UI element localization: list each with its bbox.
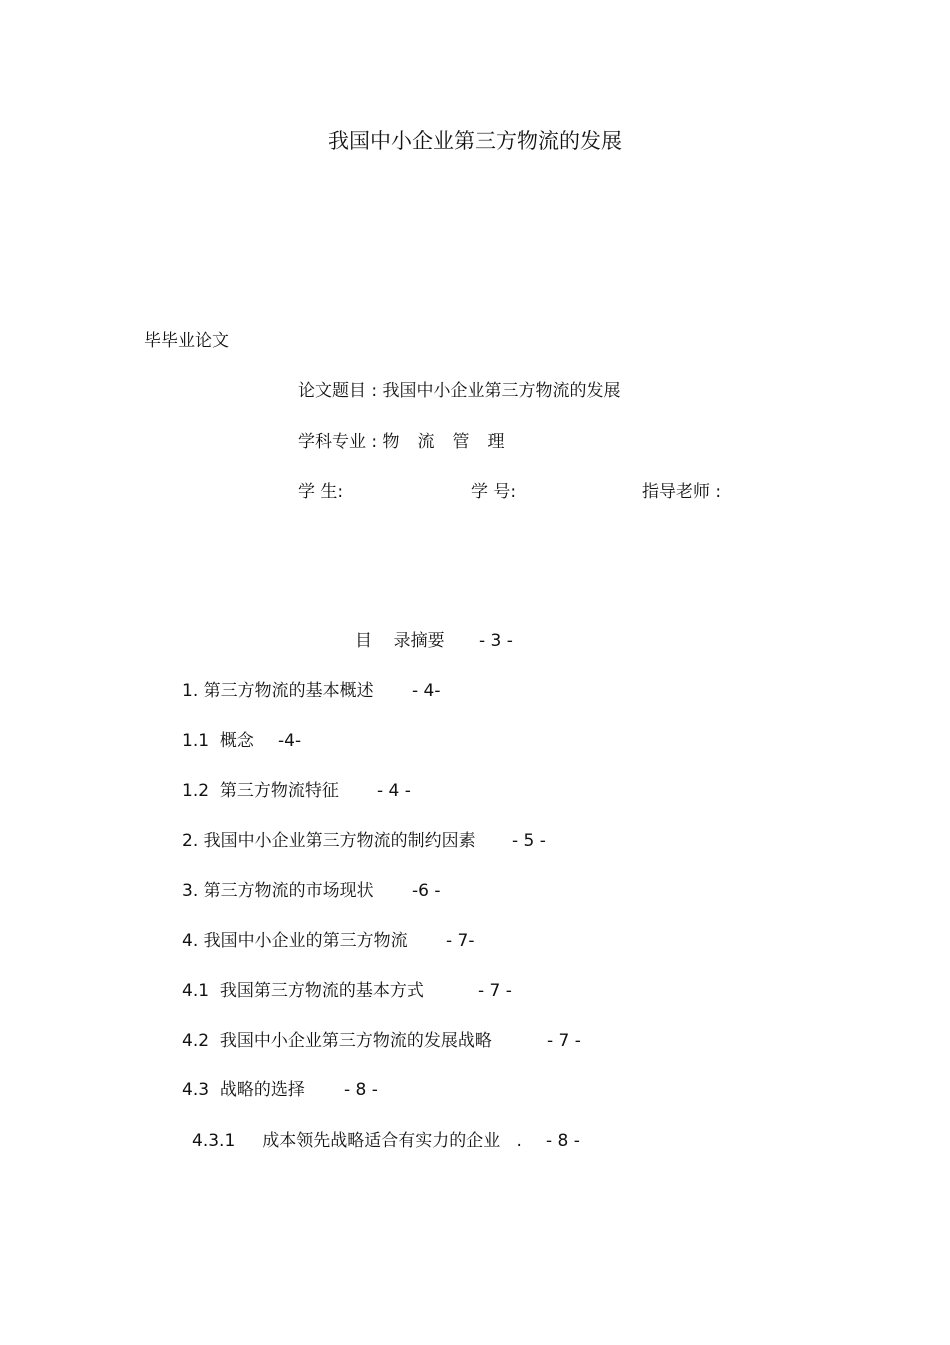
toc-entry-page: - 7 -	[478, 981, 512, 1001]
toc-entry-page: - 4 -	[377, 781, 411, 801]
toc-entry-page: - 4-	[412, 681, 441, 701]
document-title: 我国中小企业第三方物流的发展	[328, 129, 622, 153]
toc-entry-text: 4.2 我国中小企业第三方物流的发展战略	[182, 1031, 492, 1051]
toc-entry-page: -6 -	[412, 881, 441, 901]
toc-entry-text: 4. 我国中小企业的第三方物流	[182, 931, 408, 951]
topic-value: 我国中小企业第三方物流的发展	[382, 381, 621, 401]
toc-entry-page: - 7-	[446, 931, 475, 951]
toc-entry-page: - 8 -	[344, 1080, 378, 1100]
toc-entry-text: 3. 第三方物流的市场现状	[182, 881, 374, 901]
toc-entry-text: 1.1 概念	[182, 731, 254, 751]
toc-entry-page: - 7 -	[547, 1031, 581, 1051]
topic-label: 论文题目 :	[298, 381, 383, 401]
toc-heading-page: - 3 -	[479, 631, 513, 651]
major-row	[298, 431, 523, 453]
major-label: 学科专业 :	[298, 432, 383, 452]
student-label: 学 生:	[298, 482, 344, 502]
toc-entry-text: 2. 我国中小企业第三方物流的制约因素	[182, 831, 476, 851]
toc-heading-text: 目 录摘要	[355, 631, 445, 651]
major-value: 物流管理	[382, 432, 523, 452]
toc-entry-page: -4-	[278, 731, 302, 751]
thesis-label: 毕毕业论文	[144, 331, 229, 351]
toc-entry-page: - 8 -	[546, 1131, 580, 1151]
toc-entry-page: - 5 -	[512, 831, 546, 851]
toc-entry-text: 1.2 第三方物流特征	[182, 781, 339, 801]
toc-entry-text: 4.3 战略的选择	[182, 1080, 305, 1100]
toc-entry-text: 4.3.1 成本领先战略适合有实力的企业 .	[192, 1131, 522, 1151]
toc-entry-text: 4.1 我国第三方物流的基本方式	[182, 981, 424, 1001]
topic-row	[298, 380, 621, 402]
advisor-label: 指导老师 :	[642, 482, 722, 502]
toc-entry-text: 1. 第三方物流的基本概述	[182, 681, 374, 701]
student-id-label: 学 号:	[471, 482, 517, 502]
